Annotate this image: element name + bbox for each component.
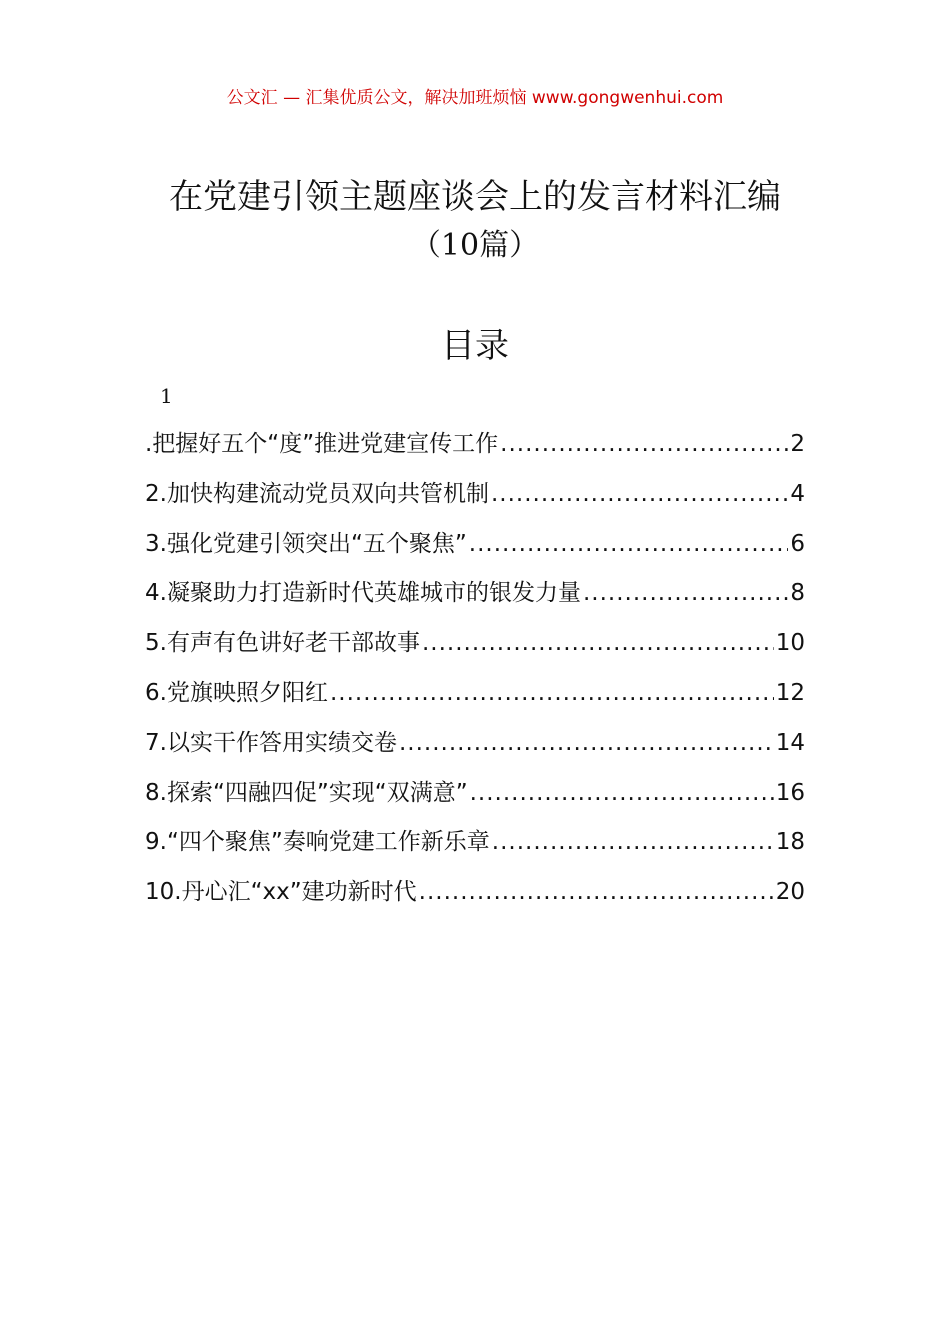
toc-entry-page: 16 — [775, 779, 805, 806]
toc-leader-dots — [470, 773, 774, 813]
toc-entry[interactable] — [145, 773, 805, 823]
toc-entry[interactable] — [145, 524, 805, 574]
toc-entry[interactable] — [145, 573, 805, 623]
toc-entry[interactable] — [145, 822, 805, 872]
toc-entry-page: 18 — [775, 829, 805, 856]
toc-stray-number: 1 — [160, 384, 173, 408]
toc-entry[interactable] — [145, 623, 805, 673]
toc-entry-title: 8.探索“四融四促”实现“双满意” — [145, 779, 468, 806]
toc-entry[interactable] — [145, 424, 805, 474]
document-subtitle: （10篇） — [410, 228, 540, 263]
toc-leader-dots — [419, 872, 774, 912]
toc-entry-title: 10.丹心汇“xx”建功新时代 — [145, 879, 417, 906]
toc-entry[interactable] — [145, 474, 805, 524]
toc-entry[interactable] — [145, 723, 805, 773]
toc-entry-title: 2.加快构建流动党员双向共管机制 — [145, 480, 489, 507]
toc-leader-dots — [399, 723, 774, 763]
toc-entry-page: 10 — [775, 630, 805, 657]
toc-entry-title: 7.以实干作答用实绩交卷 — [145, 729, 397, 756]
toc-entry-page: 4 — [790, 480, 805, 507]
toc-entry-title: 3.强化党建引领突出“五个聚焦” — [145, 530, 467, 557]
toc-leader-dots — [469, 524, 789, 564]
toc-entry-page: 12 — [775, 679, 805, 706]
toc-leader-dots — [422, 623, 774, 663]
toc-entry-page: 20 — [775, 879, 805, 906]
toc-entry-title: 6.党旗映照夕阳红 — [145, 679, 328, 706]
toc-leader-dots — [583, 573, 788, 613]
toc-entry-title: 5.有声有色讲好老干部故事 — [145, 630, 420, 657]
toc-entry-page: 6 — [790, 530, 805, 557]
toc-leader-dots — [330, 673, 774, 713]
toc-entry-page: 2 — [790, 431, 805, 457]
toc-leader-dots — [491, 474, 788, 514]
table-of-contents — [145, 424, 805, 922]
header-banner: 公文汇 — 汇集优质公文，解决加班烦恼 www.gongwenhui.com — [226, 88, 724, 108]
toc-entry-title: 4.凝聚助力打造新时代英雄城市的银发力量 — [145, 580, 581, 607]
toc-entry-page: 8 — [790, 580, 805, 607]
toc-entry[interactable] — [145, 673, 805, 723]
toc-leader-dots — [500, 424, 788, 464]
toc-leader-dots — [492, 822, 774, 862]
toc-entry[interactable] — [145, 872, 805, 922]
toc-entry-page: 14 — [775, 729, 805, 756]
toc-entry-title: .把握好五个“度”推进党建宣传工作 — [145, 431, 499, 457]
document-title: 在党建引领主题座谈会上的发言材料汇编 — [169, 177, 781, 217]
toc-entry-title: 9.“四个聚焦”奏响党建工作新乐章 — [145, 829, 490, 856]
toc-heading: 目录 — [441, 326, 509, 366]
